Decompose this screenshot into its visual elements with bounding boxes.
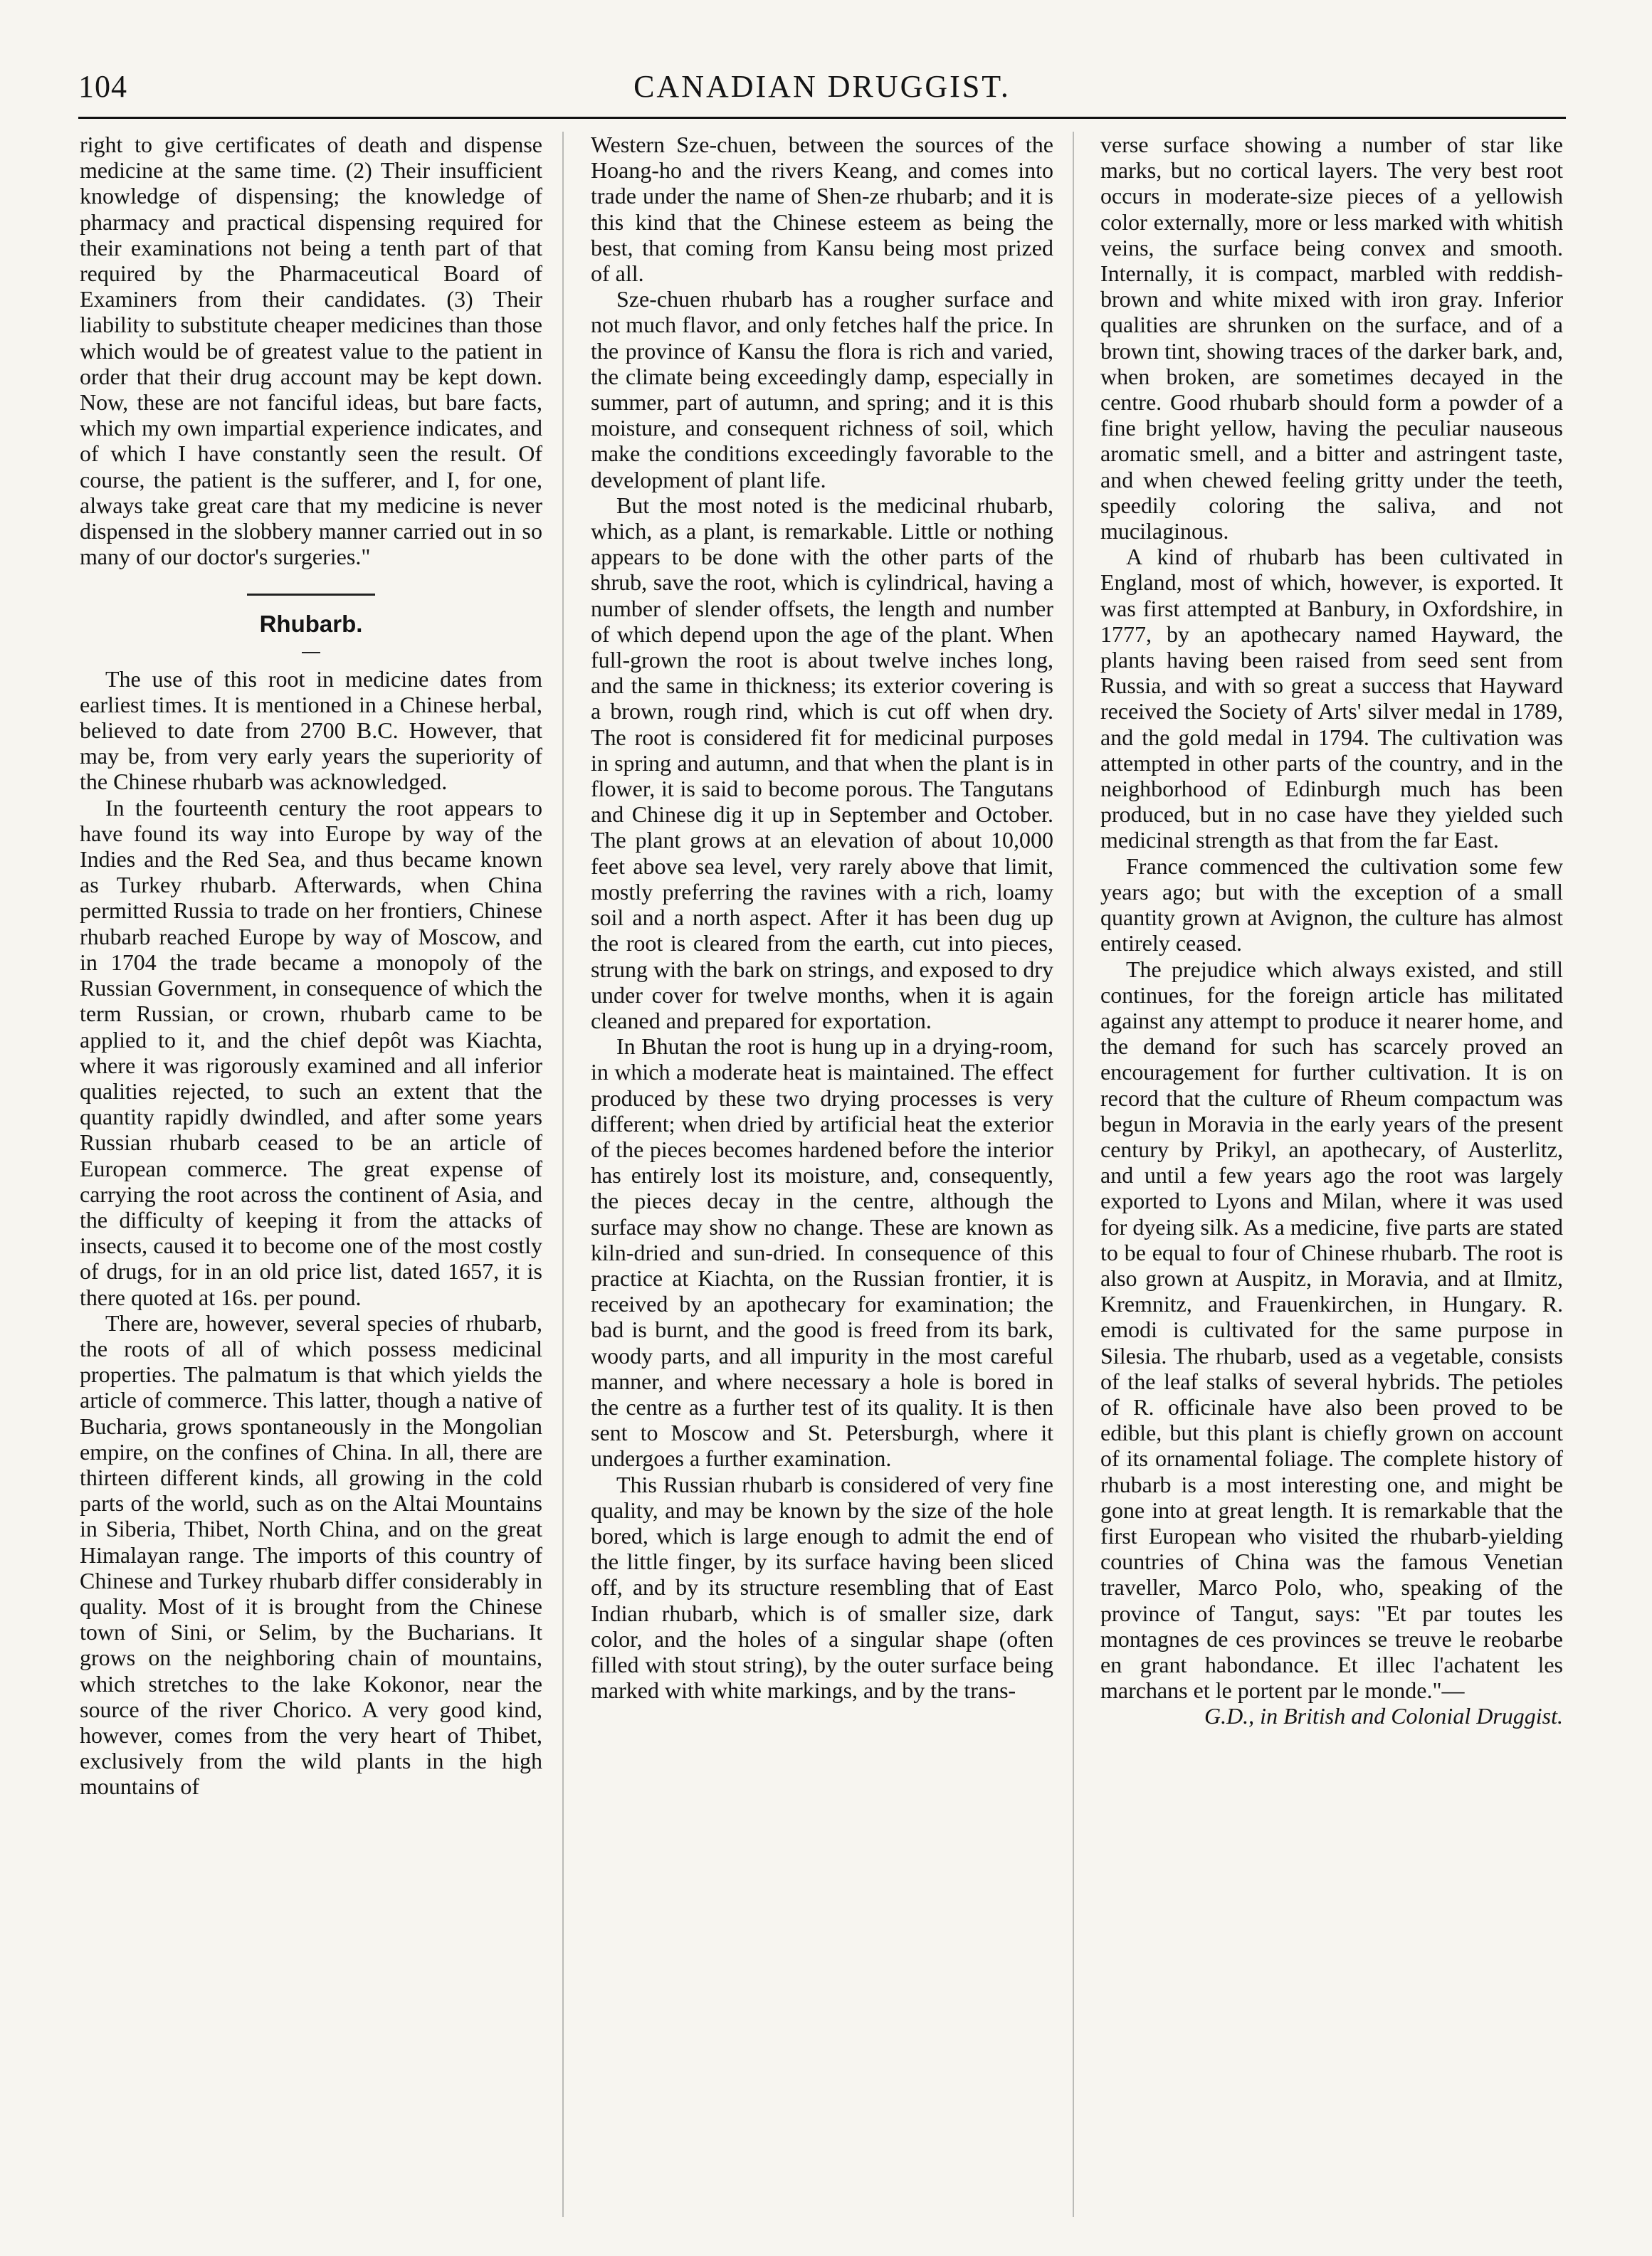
header-rule: [78, 117, 1566, 119]
article-source: G.D., in British and Colonial Druggist.: [1204, 1703, 1563, 1729]
article-heading-block: [80, 594, 542, 653]
paragraph: verse surface showing a number of star like marks, but no cortical layers. The very best root occurs in moderate-size pieces of a yellowish color externally, more or less marked with whitish veins, the surface being convex and smooth. Internally, it is compact, marbled with reddish-brown and white mixed with iron gray. Inferior qualities are shrunken on the surface, and of a brown tint, showing traces of the darker bark, and, when broken, are sometimes decayed in the centre. Good rhubarb should form a powder of a fine bright yellow, having the peculiar nauseous aromatic smell, and a bitter and astringent taste, and when chewed feeling gritty under the teeth, speedily coloring the saliva, and not mucilaginous.: [1100, 132, 1563, 544]
column-divider: [562, 132, 564, 2217]
heading-rule: [247, 594, 375, 596]
column-divider: [1073, 132, 1074, 2217]
paragraph: Western Sze-chuen, between the sources of the Hoang-ho and the rivers Keang, and comes into trade under the name of Shen-ze rhubarb; and it is this kind that the Chinese esteem as being the best, that coming from Kansu being most prized of all.: [591, 132, 1053, 287]
paragraph: Sze-chuen rhubarb has a rougher surface and not much flavor, and only fetches half the price. In the province of Kansu the flora is rich and varied, the climate being exceedingly damp, especially in summer, part of autumn, and spring; and it is this moisture, and consequent richness of soil, which make the conditions exceedingly favorable to the development of plant life.: [591, 286, 1053, 492]
running-title: CANADIAN DRUGGIST.: [633, 69, 1011, 104]
paragraph: The prejudice which always existed, and still continues, for the foreign article has militated against any attempt to produce it nearer home, and the demand for such has scarcely proved an encouragement for further cultivation. It is on record that the culture of Rheum compactum was begun in Moravia in the early years of the present century by Prikyl, an apothecary, of Austerlitz, and until a few years ago the root was largely exported to Lyons and Milan, where it was used for dyeing silk. As a medicine, five parts are stated to be equal to four of Chinese rhubarb. The root is also grown at Auspitz, in Moravia, and at Ilmitz, Kremnitz, and Frauenkirchen, in Hungary. R. emodi is cultivated for the same purpose in Silesia. The rhubarb, used as a vegetable, consists of the leaf stalks of several hybrids. The petioles of R. officinale have also been proved to be edible, but this plant is chiefly grown on account of its ornamental foliage. The complete history of rhubarb is a most interesting one, and might be gone into at great length. It is remarkable that the first European who visited the rhubarb-yielding countries of China was the famous Venetian traveller, Marco Polo, who, speaking of the province of Tangut, says: "Et par toutes les montagnes de ces provinces se treuve le reobarbe en grant habondance. Et illec l'achatent les marchans et le portent par le monde."—: [1100, 956, 1563, 1704]
column-1: [80, 132, 542, 2231]
column-2: [591, 132, 1053, 2231]
page-number: 104: [78, 69, 127, 104]
paragraph: The use of this root in medicine dates from earliest times. It is mentioned in a Chinese herbal, believed to date from 2700 B.C. However, that may be, from very early years the superiority of the Chinese rhubarb was acknowledged.: [80, 665, 542, 795]
paragraph: But the most noted is the medicinal rhubarb, which, as a plant, is remarkable. Little or nothing appears to be done with the other parts of the shrub, save the root, which is cylindrical, having a number of slender offsets, the length and number of which depend upon the age of the plant. When full-grown the root is about twelve inches long, and the same in thickness; its exterior covering is a brown, rough rind, which is cut off when dry. The root is considered fit for medicinal purposes in spring and autumn, and that when the plant is in flower, it is said to become porous. The Tangutans and Chinese dig it up in September and October. The plant grows at an elevation of about 10,000 feet above sea level, very rarely above that limit, mostly preferring the ravines with a rich, loamy soil and a north aspect. After it has been dug up the root is cleared from the earth, cut into pieces, strung with the bark on strings, and exposed to dry under cover for twelve months, when it is again cleaned and prepared for exportation.: [591, 492, 1053, 1033]
paragraph: A kind of rhubarb has been cultivated in England, most of which, however, is exported. It was first attempted at Banbury, in Oxfordshire, in 1777, by an apothecary named Hayward, the plants having been raised from seed sent from Russia, and with so great a success that Hayward received the Society of Arts' silver medal in 1789, and the gold medal in 1794. The cultivation was attempted in other parts of the country, and in the neighborhood of Edinburgh much has been produced, but in no case have they yielded such medicinal strength as that from the far East.: [1100, 544, 1563, 853]
paragraph: In the fourteenth century the root appears to have found its way into Europe by way of the Indies and the Red Sea, and thus became known as Turkey rhubarb. Afterwards, when China permitted Russia to trade on her frontiers, Chinese rhubarb reached Europe by way of Moscow, and in 1704 the trade became a monopoly of the Russian Government, in consequence of which the term Russian, or crown, rhubarb came to be applied to it, and the chief depôt was Kiachta, where it was rigorously examined and all inferior qualities rejected, to such an extent that the quantity rapidly dwindled, and after some years Russian rhubarb ceased to be an article of European commerce. The great expense of carrying the root across the continent of Asia, and the difficulty of keeping it from the attacks of insects, caused it to become one of the most costly of drugs, for in an old price list, dated 1657, it is there quoted at 16s. per pound.: [80, 794, 542, 1310]
paragraph: In Bhutan the root is hung up in a drying-room, in which a moderate heat is maintained. The effect produced by these two drying processes is very different; when dried by artificial heat the exterior of the pieces becomes hardened before the interior has entirely lost its moisture, and, consequently, the pieces decay in the centre, although the surface may show no change. These are known as kiln-dried and sun-dried. In consequence of this practice at Kiachta, on the Russian frontier, it is received by an apothecary for examination; the bad is burnt, and the good is freed from its bark, woody parts, and all impurity in the most careful manner, and where necessary a hole is bored in the centre as a further test of its quality. It is then sent to Moscow and St. Petersburgh, where it undergoes a further examination.: [591, 1033, 1053, 1472]
paragraph: This Russian rhubarb is considered of very fine quality, and may be known by the size of the hole bored, which is large enough to admit the end of the little finger, by its surface having been sliced off, and by its structure resembling that of East Indian rhubarb, which is of smaller size, dark color, and the holes of a singular shape (often filled with stout string), by the outer surface being marked with white markings, and by the trans-: [591, 1471, 1053, 1704]
heading-dash: [302, 652, 320, 653]
column-3: [1100, 132, 1563, 2231]
paragraph: right to give certificates of death and dispense medicine at the same time. (2) Their insufficient knowledge of dispensing; the knowledge of pharmacy and practical dispensing required for their examinations not being a tenth part of that required by the Pharmaceutical Board of Examiners from their candidates. (3) Their liability to substitute cheaper medicines than those which would be of greatest value to the patient in order that their drug account may be kept down. Now, these are not fanciful ideas, but bare facts, which my own impartial experience indicates, and of which I have constantly seen the result. Of course, the patient is the sufferer, and I, for one, always take great care that my medicine is never dispensed in the slobbery manner carried out in so many of our doctor's surgeries.": [80, 132, 542, 570]
page-header: [78, 68, 1566, 111]
paragraph: France commenced the cultivation some few years ago; but with the exception of a small quantity grown at Avignon, the culture has almost entirely ceased.: [1100, 853, 1563, 956]
paragraph: There are, however, several species of rhubarb, the roots of all of which possess medicinal properties. The palmatum is that which yields the article of commerce. This latter, though a native of Bucharia, grows spontaneously in the Mongolian empire, on the confines of China. In all, there are thirteen different kinds, all growing in the cold parts of the world, such as on the Altai Mountains in Siberia, Thibet, North China, and on the great Himalayan range. The imports of this country of Chinese and Turkey rhubarb differ considerably in quality. Most of it is brought from the Chinese town of Sini, or Selim, by the Bucharians. It grows on the neighboring chain of mountains, which stretches to the lake Kokonor, near the source of the river Chorico. A very good kind, however, comes from the very heart of Thibet, exclusively from the wild plants in the high mountains of: [80, 1309, 542, 1800]
article-heading: Rhubarb.: [259, 611, 363, 638]
